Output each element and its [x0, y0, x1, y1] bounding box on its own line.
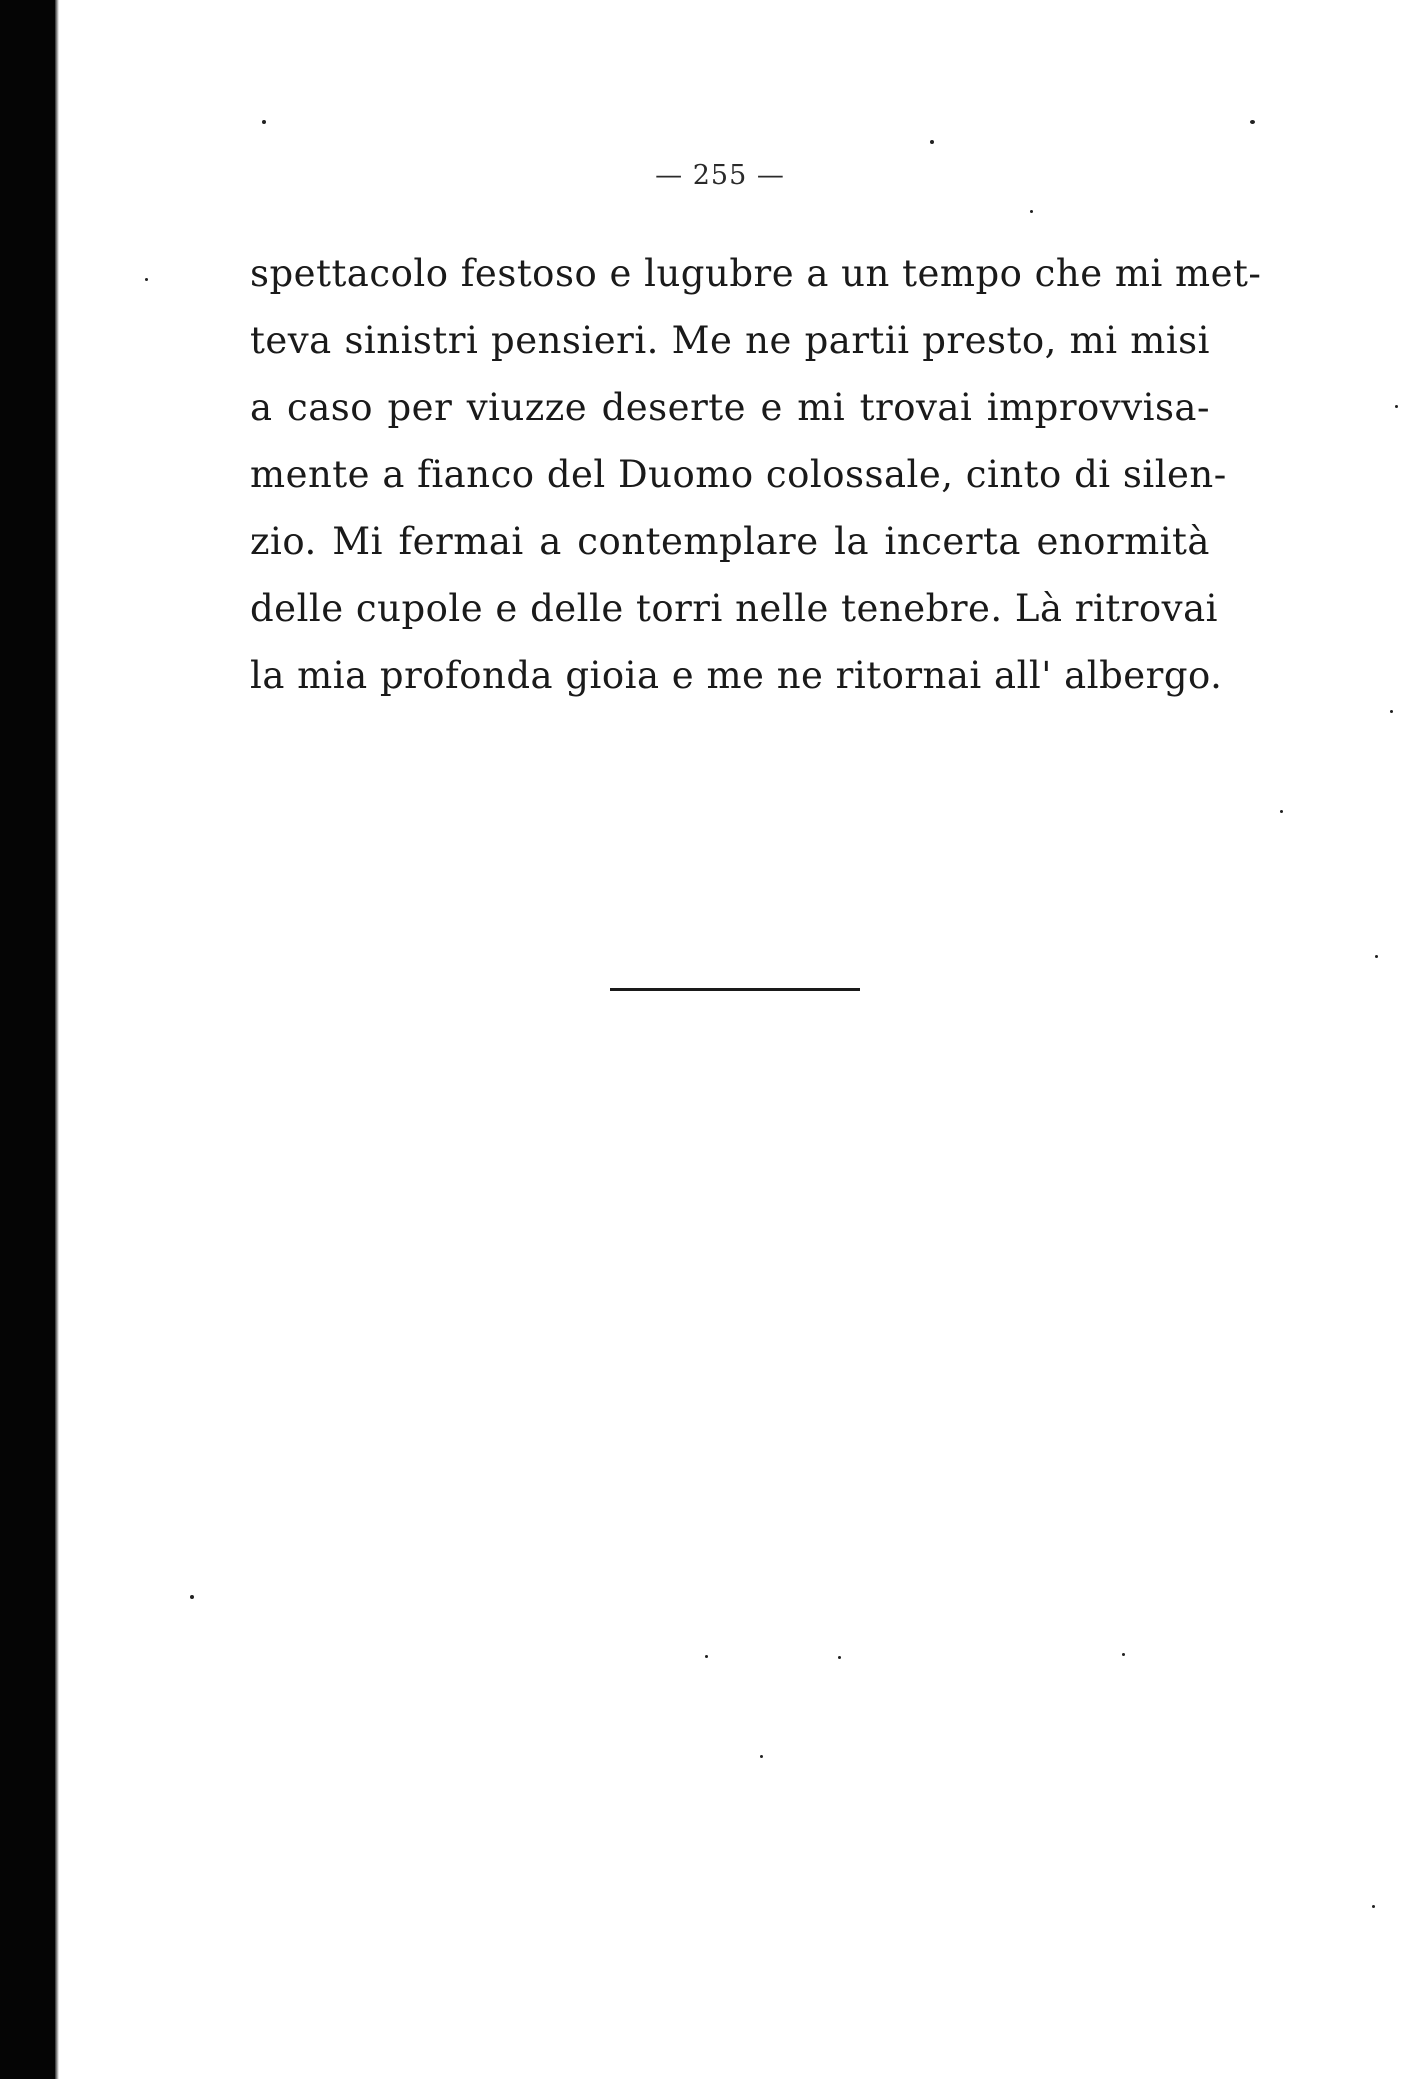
text-line: zio. Mi fermai a contemplare la incerta enormità: [250, 520, 1210, 563]
end-of-chapter-rule: [610, 988, 860, 991]
text-line: delle cupole e delle torri nelle tenebre. Là ritrovai: [250, 587, 1218, 630]
scan-speck: [1390, 710, 1393, 713]
text-line: spettacolo festoso e lugubre a un tempo che mi met-: [250, 252, 1262, 295]
scan-speck: [262, 120, 266, 124]
scan-speck: [145, 278, 148, 281]
scan-speck: [1250, 120, 1255, 124]
scan-speck: [1280, 810, 1283, 813]
scan-speck: [705, 1655, 708, 1658]
scan-speck: [1030, 210, 1033, 213]
scan-speck: [760, 1755, 763, 1758]
scan-speck: [1122, 1653, 1125, 1656]
text-line: teva sinistri pensieri. Me ne partii presto, mi misi: [250, 319, 1210, 362]
scan-speck: [1375, 955, 1378, 958]
scan-speck: [930, 140, 934, 144]
scan-binding-edge: [0, 0, 55, 2079]
text-line: mente a fianco del Duomo colossale, cinto di silen-: [250, 453, 1227, 496]
scan-speck: [1395, 405, 1398, 408]
scan-speck: [1372, 1905, 1375, 1908]
text-line: a caso per viuzze deserte e mi trovai improvvisa-: [250, 386, 1210, 429]
page-number: — 255 —: [655, 160, 785, 191]
body-text: [250, 240, 1262, 709]
scan-speck: [838, 1656, 841, 1659]
scan-binding-shadow: [55, 0, 59, 2079]
text-line: la mia profonda gioia e me ne ritornai all' albergo.: [250, 654, 1223, 697]
scan-speck: [190, 1595, 194, 1599]
